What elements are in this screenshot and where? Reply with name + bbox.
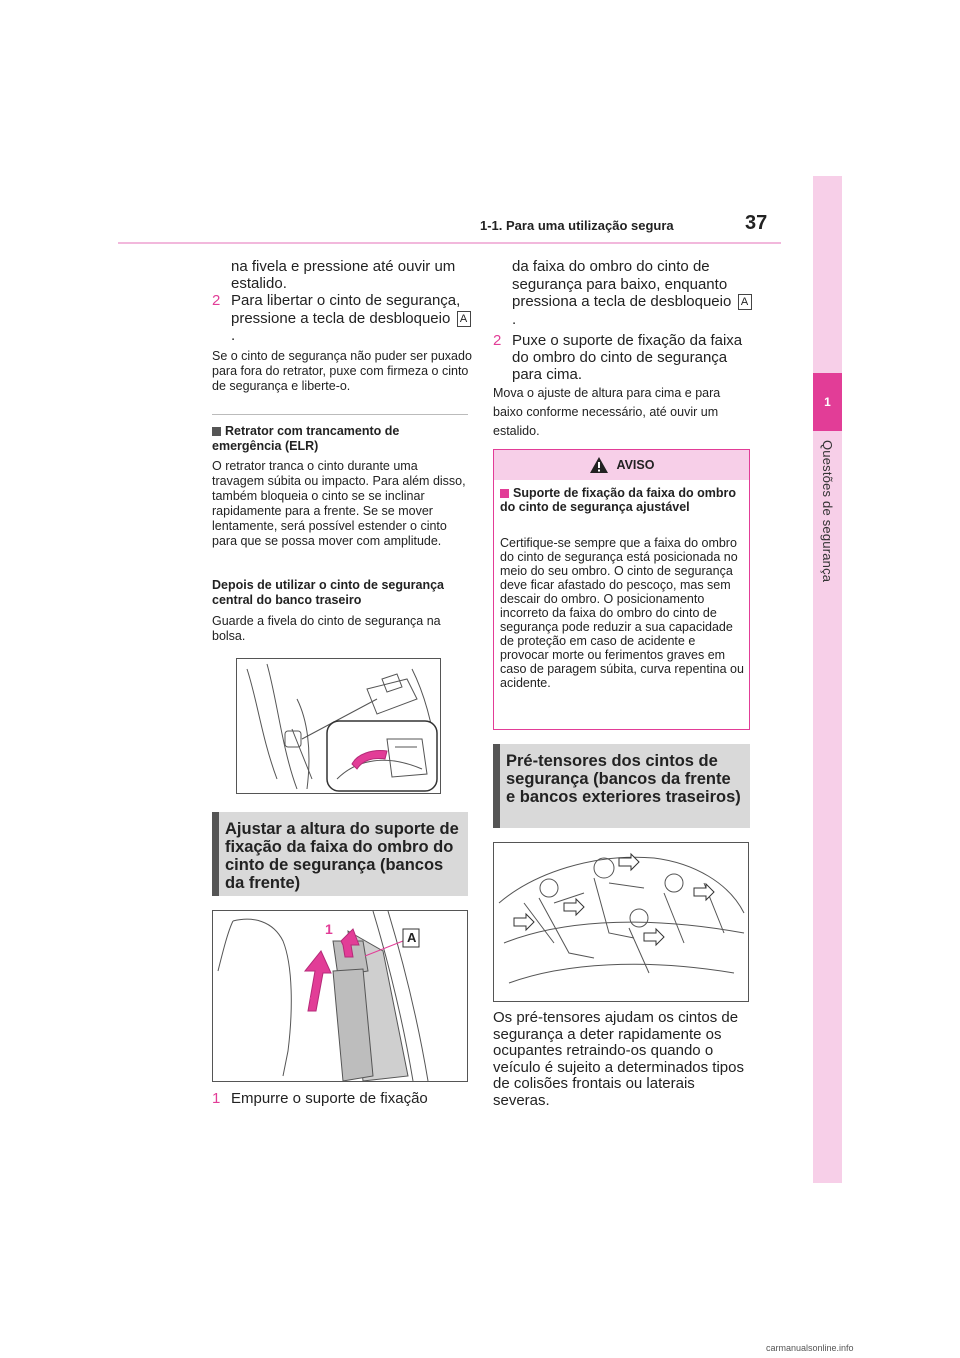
- figure-label-1: 1: [325, 921, 333, 937]
- warning-text: Certifique-se sempre que a faixa do ombro do cinto de segurança está posicionada no meio do seu ombro. O cinto de segurança deve ficar afastado do pescoço, mas sem descair do ombro. O posicionamento incorreto da faixa do ombro do cinto de segurança pode reduzir a sua capacidade de proteção em caso de acidente e provocar morte ou ferimentos graves em caso de paragem súbita, curva repentina ou acidente.: [500, 536, 744, 690]
- section-header: 1-1. Para uma utilização segura: [480, 218, 674, 233]
- shoulder-anchor-figure: [212, 910, 468, 1082]
- right-continuation: [512, 258, 752, 328]
- elr-heading: [212, 424, 462, 454]
- chapter-number: 1: [824, 395, 831, 409]
- pretensioner-figure: [493, 842, 749, 1002]
- warning-title: [500, 486, 740, 514]
- page-number: 37: [745, 212, 768, 234]
- warning-header: [494, 450, 749, 480]
- period: .: [512, 310, 517, 328]
- pretensioner-body: Os pré-tensores ajudam os cintos de segurança a deter rapidamente os ocupantes retraindo-os quando o veículo é sujeito a determinados tipos de colisões frontais ou laterais severas.: [493, 1009, 744, 1109]
- rear-seat-buckle-figure: [236, 658, 441, 794]
- chapter-title: Questões de segurança: [820, 440, 835, 583]
- elr-title: Retrator com trancamento de emergência (ELR): [212, 424, 400, 453]
- bullet-square-icon: [500, 489, 509, 498]
- header-rule: [118, 242, 781, 244]
- watermark[interactable]: carmanualsonline.info: [766, 1343, 854, 1353]
- right-note: Mova o ajuste de altura para cima e para baixo conforme necessário, até ouvir um estalido.: [493, 386, 721, 438]
- divider: [212, 414, 468, 415]
- key-a-icon: A: [457, 311, 471, 327]
- left-step2-number: [212, 292, 232, 309]
- warning-triangle-icon: [589, 456, 609, 474]
- left-step1-number: [212, 1090, 232, 1107]
- bullet-square-icon: [212, 427, 221, 436]
- elr-text: O retrator tranca o cinto durante uma travagem súbita ou impacto. Para além disso, também bloqueia o cinto se se inclinar rapidamente para a frente. Se se mover lentamente, será possível estender o cinto para que se possa mover com amplitude.: [212, 459, 466, 548]
- chapter-title-container: [813, 440, 842, 630]
- left-step1-text: Empurre o suporte de fixação: [231, 1090, 428, 1107]
- left-step2-text: Para libertar o cinto de segurança, pressione a tecla de desbloqueio: [231, 292, 461, 327]
- rear-seat-buckle-illustration: [237, 659, 440, 793]
- section-heading-pretensioners: Pré-tensores dos cintos de segurança (bancos da frente e bancos exteriores traseiros): [493, 744, 750, 828]
- period: .: [231, 327, 236, 344]
- car-interior-illustration: [494, 843, 748, 1001]
- key-a-icon: A: [738, 294, 752, 310]
- after-title: Depois de utilizar o cinto de segurança central do banco traseiro: [212, 578, 444, 607]
- warning-label: AVISO: [616, 458, 655, 472]
- warning-title-text: Suporte de fixação da faixa do ombro do cinto de segurança ajustável: [500, 486, 736, 514]
- step-number: 2: [212, 292, 221, 309]
- right-step2-number: [493, 332, 513, 349]
- right-step2-text: Puxe o suporte de fixação da faixa do ombro do cinto de segurança para cima.: [512, 332, 743, 383]
- left-note: Se o cinto de segurança não puder ser puxado para fora do retrator, puxe com firmeza o cinto de segurança e liberte-o.: [212, 349, 472, 393]
- chapter-sidebar: [813, 176, 842, 1183]
- figure-label-a: A: [407, 930, 417, 945]
- left-continuation: na fivela e pressione até ouvir um estalido.: [231, 258, 456, 292]
- shoulder-anchor-illustration: [213, 911, 467, 1081]
- section-heading-adjust: Ajustar a altura do suporte de fixação da faixa do ombro do cinto de segurança (bancos da frente): [212, 812, 468, 896]
- chapter-tab[interactable]: [813, 373, 842, 431]
- warning-box: [493, 449, 750, 730]
- step-number: 2: [493, 332, 502, 349]
- left-step2: [231, 292, 471, 345]
- after-text: Guarde a fivela do cinto de segurança na bolsa.: [212, 614, 441, 643]
- right-continuation-text: da faixa do ombro do cinto de segurança para baixo, enquanto pressiona a tecla de desbloqueio: [512, 258, 732, 310]
- figure-label-2: 2: [309, 993, 317, 1009]
- step-number: 1: [212, 1090, 221, 1107]
